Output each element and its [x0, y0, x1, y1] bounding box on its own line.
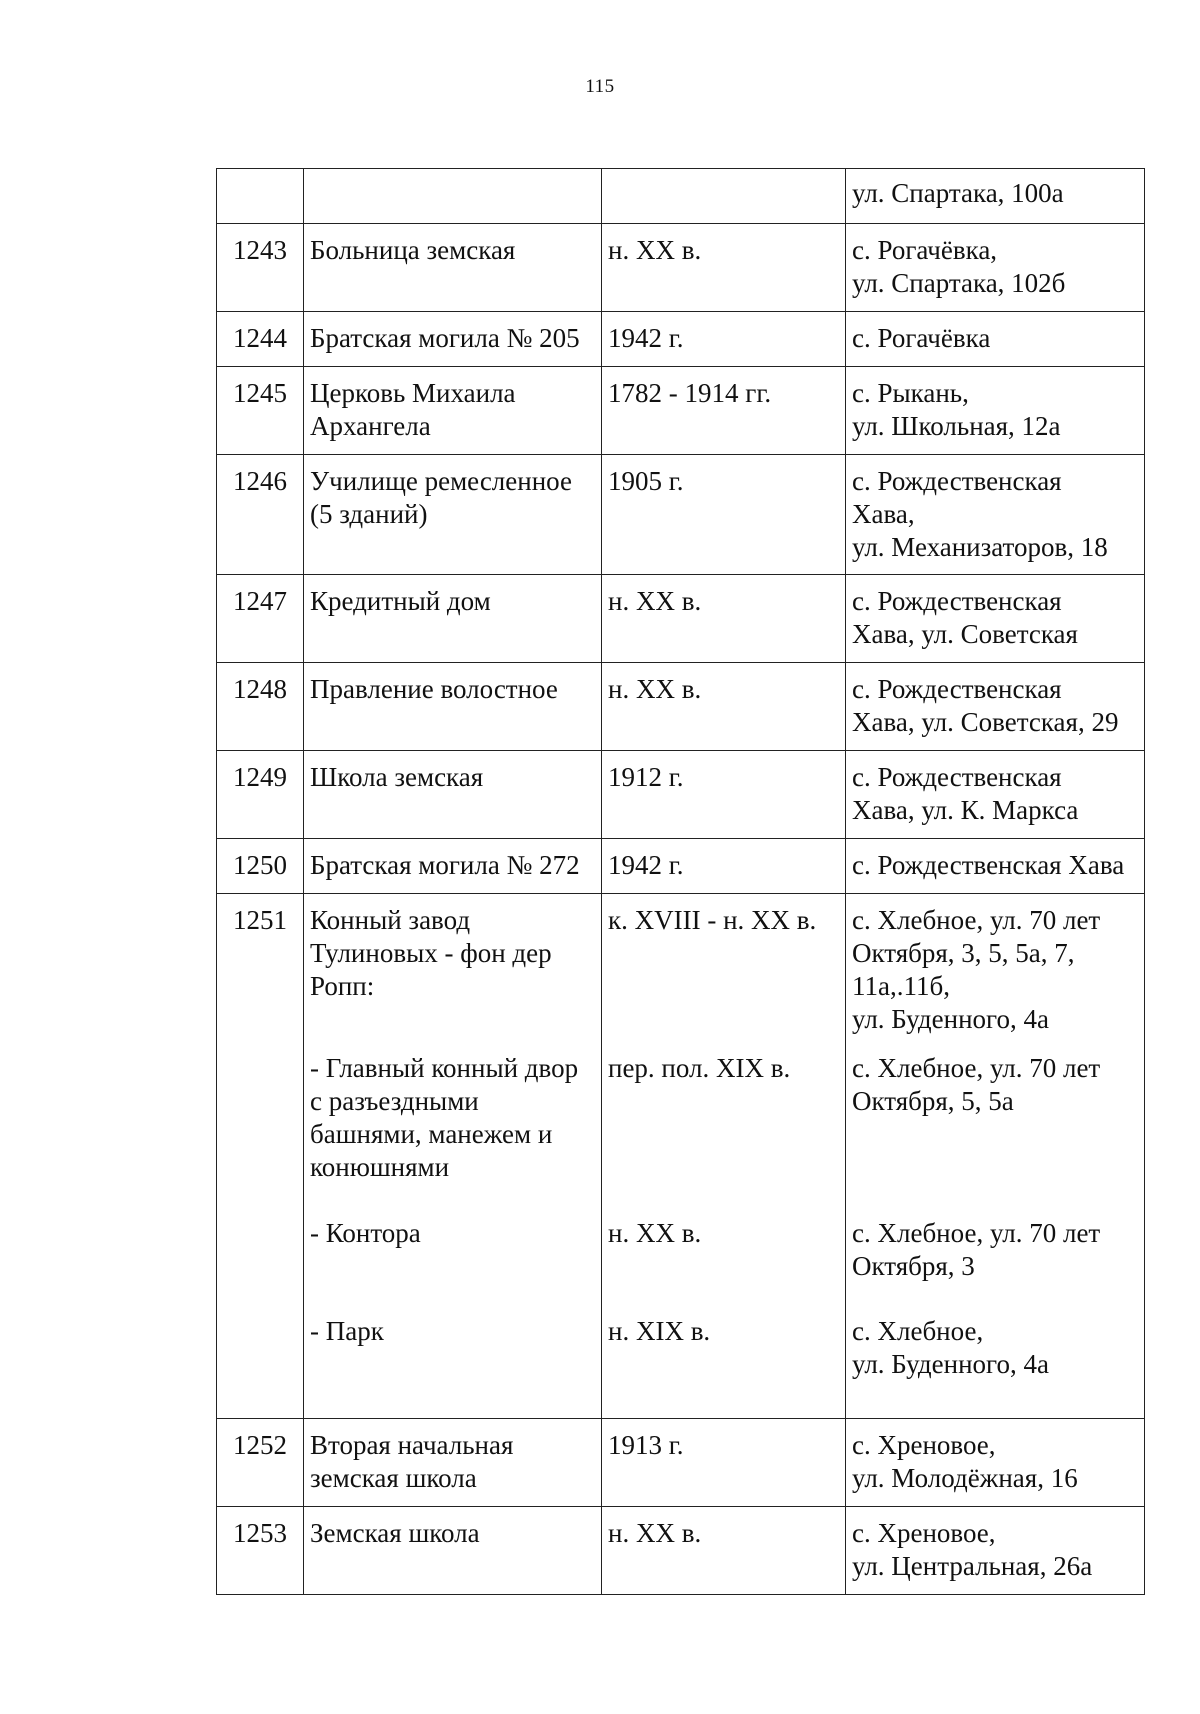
- table-row: [217, 894, 1145, 1419]
- address-cell: [846, 455, 1145, 575]
- object-name-line: с разъездными: [310, 1086, 479, 1116]
- address-line: ул. Буденного, 4а: [852, 1349, 1049, 1379]
- object-name-cell: [304, 1419, 602, 1507]
- address-line: Хава,: [852, 499, 915, 529]
- date-line: пер. пол. XIX в.: [608, 1053, 791, 1083]
- table-row: [217, 575, 1145, 663]
- object-name-cell: [304, 312, 602, 367]
- object-name-cell: [304, 169, 602, 224]
- date-cell: [602, 169, 846, 224]
- object-name-cell: [304, 367, 602, 455]
- table-row: [217, 1507, 1145, 1595]
- address-line: с. Рождественская Хава: [852, 850, 1125, 880]
- row-number-cell: 1249: [217, 751, 304, 839]
- address-cell: [846, 839, 1145, 894]
- object-name-cell: [304, 1507, 602, 1595]
- sub-object-park: [310, 1315, 595, 1348]
- address-line: Октября, 3: [852, 1251, 975, 1281]
- object-group-main: [310, 904, 595, 1052]
- object-name-cell: [304, 894, 602, 1419]
- object-name-line: Тулиновых - фон дер: [310, 938, 552, 968]
- address-line: ул. Спартака, 102б: [852, 268, 1066, 298]
- address-line: ул. Буденного, 4а: [852, 1004, 1049, 1034]
- address-cell: [846, 663, 1145, 751]
- object-name-line: Кредитный дом: [310, 586, 491, 616]
- date-cell: н. XX в.: [602, 1507, 846, 1595]
- object-name-line: Больница земская: [310, 235, 516, 265]
- address-line: с. Рыкань,: [852, 378, 969, 408]
- date-line: н. XIX в.: [608, 1316, 711, 1346]
- object-name-cell: [304, 663, 602, 751]
- row-number-cell: 1251: [217, 894, 304, 1419]
- address-cell: [846, 169, 1145, 224]
- address-line: Октября, 5, 5а: [852, 1086, 1014, 1116]
- address-line: с. Рогачёвка: [852, 323, 991, 353]
- object-name-line: Вторая начальная: [310, 1430, 514, 1460]
- address-line: ул. Молодёжная, 16: [852, 1463, 1078, 1493]
- address-line: ул. Спартака, 100а: [852, 178, 1064, 208]
- row-number-cell: 1250: [217, 839, 304, 894]
- table-row: [217, 751, 1145, 839]
- date-cell: [602, 894, 846, 1419]
- row-number-cell: 1246: [217, 455, 304, 575]
- date-line: к. XVIII - н. XX в.: [608, 905, 817, 935]
- object-name-cell: [304, 455, 602, 575]
- object-name-line: Церковь Михаила: [310, 378, 516, 408]
- table-row: [217, 169, 1145, 224]
- object-name-line: Школа земская: [310, 762, 484, 792]
- object-name-line: Ропп:: [310, 971, 375, 1001]
- table-row: [217, 663, 1145, 751]
- address-line: с. Хреновое,: [852, 1430, 996, 1460]
- sub-object-main-yard: [310, 1052, 595, 1217]
- table-row: [217, 367, 1145, 455]
- object-name-cell: [304, 839, 602, 894]
- address-line: с. Хлебное,: [852, 1316, 984, 1346]
- object-name-cell: [304, 224, 602, 312]
- date-cell: 1905 г.: [602, 455, 846, 575]
- address-cell: [846, 367, 1145, 455]
- object-name-line: земская школа: [310, 1463, 477, 1493]
- row-number-cell: 1244: [217, 312, 304, 367]
- date-cell: н. XX в.: [602, 663, 846, 751]
- address-line: 11а,.11б,: [852, 971, 950, 1001]
- address-line: с. Хлебное, ул. 70 лет: [852, 905, 1101, 935]
- address-cell: [846, 894, 1145, 1419]
- row-number-cell: 1245: [217, 367, 304, 455]
- address-line: Октября, 3, 5, 5а, 7,: [852, 938, 1075, 968]
- object-name-line: Училище ремесленное: [310, 466, 572, 496]
- address-line: ул. Механизаторов, 18: [852, 532, 1108, 562]
- date-cell: 1913 г.: [602, 1419, 846, 1507]
- row-number-cell: 1252: [217, 1419, 304, 1507]
- row-number-cell: [217, 169, 304, 224]
- address-cell: [846, 751, 1145, 839]
- address-line: с. Рождественская: [852, 586, 1062, 616]
- object-name-line: Конный завод: [310, 905, 471, 935]
- row-number-cell: 1247: [217, 575, 304, 663]
- table-row: [217, 312, 1145, 367]
- date-cell: 1782 - 1914 гг.: [602, 367, 846, 455]
- address-cell: [846, 1507, 1145, 1595]
- object-name-line: башнями, манежем и: [310, 1119, 553, 1149]
- heritage-registry-table: [216, 168, 1145, 1595]
- address-line: с. Рождественская: [852, 762, 1062, 792]
- object-name-line: (5 зданий): [310, 499, 428, 529]
- object-name-line: конюшнями: [310, 1152, 450, 1182]
- sub-object-office: [310, 1217, 595, 1315]
- address-line: с. Хреновое,: [852, 1518, 996, 1548]
- address-line: Хава, ул. К. Маркса: [852, 795, 1079, 825]
- date-cell: 1942 г.: [602, 839, 846, 894]
- table-row: [217, 839, 1145, 894]
- row-number-cell: 1248: [217, 663, 304, 751]
- object-name-line: Братская могила № 272: [310, 850, 580, 880]
- date-line: н. XX в.: [608, 1218, 702, 1248]
- address-cell: [846, 575, 1145, 663]
- row-number-cell: 1243: [217, 224, 304, 312]
- address-line: с. Рождественская: [852, 466, 1062, 496]
- object-name-line: Земская школа: [310, 1518, 480, 1548]
- object-name-line: - Парк: [310, 1316, 384, 1346]
- object-name-cell: [304, 575, 602, 663]
- address-line: ул. Центральная, 26а: [852, 1551, 1093, 1581]
- address-cell: [846, 1419, 1145, 1507]
- page-number: 115: [585, 76, 615, 97]
- date-cell: н. XX в.: [602, 224, 846, 312]
- object-name-cell: [304, 751, 602, 839]
- address-line: с. Хлебное, ул. 70 лет: [852, 1053, 1101, 1083]
- address-line: с. Хлебное, ул. 70 лет: [852, 1218, 1101, 1248]
- object-name-line: - Главный конный двор: [310, 1053, 579, 1083]
- object-name-line: Правление волостное: [310, 674, 558, 704]
- address-line: ул. Школьная, 12а: [852, 411, 1061, 441]
- address-cell: [846, 312, 1145, 367]
- address-line: Хава, ул. Советская: [852, 619, 1078, 649]
- row-number-cell: 1253: [217, 1507, 304, 1595]
- table-row: [217, 224, 1145, 312]
- address-line: с. Рождественская: [852, 674, 1062, 704]
- table-row: [217, 455, 1145, 575]
- date-cell: н. XX в.: [602, 575, 846, 663]
- address-cell: [846, 224, 1145, 312]
- object-name-line: - Контора: [310, 1218, 421, 1248]
- address-line: Хава, ул. Советская, 29: [852, 707, 1119, 737]
- object-name-line: Архангела: [310, 411, 431, 441]
- date-cell: 1912 г.: [602, 751, 846, 839]
- date-cell: 1942 г.: [602, 312, 846, 367]
- object-name-line: Братская могила № 205: [310, 323, 580, 353]
- table-row: [217, 1419, 1145, 1507]
- address-line: с. Рогачёвка,: [852, 235, 998, 265]
